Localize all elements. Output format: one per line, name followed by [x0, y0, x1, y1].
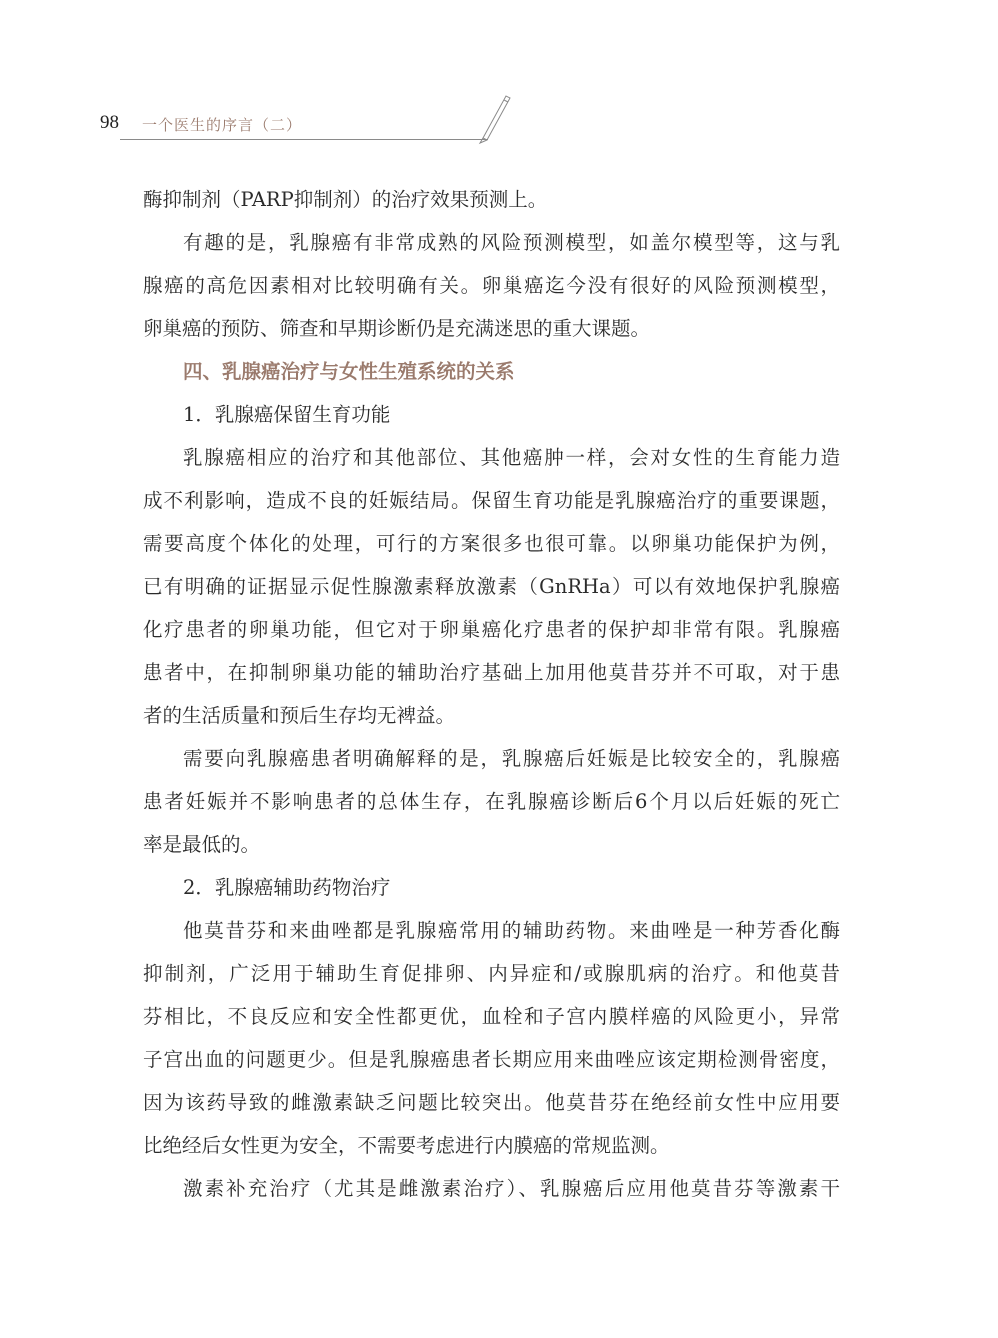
text-line: 率是最低的。: [143, 833, 261, 856]
text-line: 因为该药导致的雌激素缺乏问题比较突出。他莫昔芬在绝经前女性中应用要: [143, 1091, 840, 1114]
text-line: 卵巢癌的预防、筛查和早期诊断仍是充满迷思的重大课题。: [143, 317, 651, 340]
text-line: 有趣的是，乳腺癌有非常成熟的风险预测模型，如盖尔模型等，这与乳: [183, 231, 840, 254]
text-line: 乳腺癌相应的治疗和其他部位、其他癌肿一样，会对女性的生育能力造: [183, 446, 840, 469]
text-line: 1．乳腺癌保留生育功能: [183, 403, 391, 426]
section-heading: 四、乳腺癌治疗与女性生殖系统的关系: [183, 360, 515, 383]
text-line: 需要向乳腺癌患者明确解释的是，乳腺癌后妊娠是比较安全的，乳腺癌: [183, 747, 840, 770]
text-line: 成不利影响，造成不良的妊娠结局。保留生育功能是乳腺癌治疗的重要课题，: [143, 489, 840, 512]
book-title: 一个医生的序言（二）: [142, 116, 303, 134]
text-line: 已有明确的证据显示促性腺激素释放激素（GnRHa）可以有效地保护乳腺癌: [143, 575, 840, 598]
text-line: 患者妊娠并不影响患者的总体生存，在乳腺癌诊断后6个月以后妊娠的死亡: [143, 790, 840, 813]
text-line: 抑制剂，广泛用于辅助生育促排卵、内异症和/或腺肌病的治疗。和他莫昔: [143, 962, 840, 985]
text-line: 2．乳腺癌辅助药物治疗: [183, 876, 391, 899]
text-line: 比绝经后女性更为安全，不需要考虑进行内膜癌的常规监测。: [143, 1134, 670, 1157]
text-line: 腺癌的高危因素相对比较明确有关。卵巢癌迄今没有很好的风险预测模型，: [143, 274, 840, 297]
body-text: [143, 178, 840, 1210]
running-header: [100, 112, 520, 142]
header-rule: [120, 139, 488, 140]
pen-icon: [475, 90, 515, 145]
text-line: 患者中，在抑制卵巢功能的辅助治疗基础上加用他莫昔芬并不可取，对于患: [143, 661, 840, 684]
text-line: 芬相比，不良反应和安全性都更优，血栓和子宫内膜样癌的风险更小，异常: [143, 1005, 840, 1028]
text-line: 者的生活质量和预后生存均无裨益。: [143, 704, 456, 727]
text-line: 酶抑制剂（PARP抑制剂）的治疗效果预测上。: [143, 188, 548, 211]
text-line: 需要高度个体化的处理，可行的方案很多也很可靠。以卵巢功能保护为例，: [143, 532, 840, 555]
page-number: 98: [100, 112, 119, 133]
text-line: 化疗患者的卵巢功能，但它对于卵巢癌化疗患者的保护却非常有限。乳腺癌: [143, 618, 840, 641]
text-line: 子宫出血的问题更少。但是乳腺癌患者长期应用来曲唑应该定期检测骨密度，: [143, 1048, 840, 1071]
text-line: 他莫昔芬和来曲唑都是乳腺癌常用的辅助药物。来曲唑是一种芳香化酶: [183, 919, 840, 942]
text-line: 激素补充治疗（尤其是雌激素治疗）、乳腺癌后应用他莫昔芬等激素干: [183, 1177, 840, 1200]
